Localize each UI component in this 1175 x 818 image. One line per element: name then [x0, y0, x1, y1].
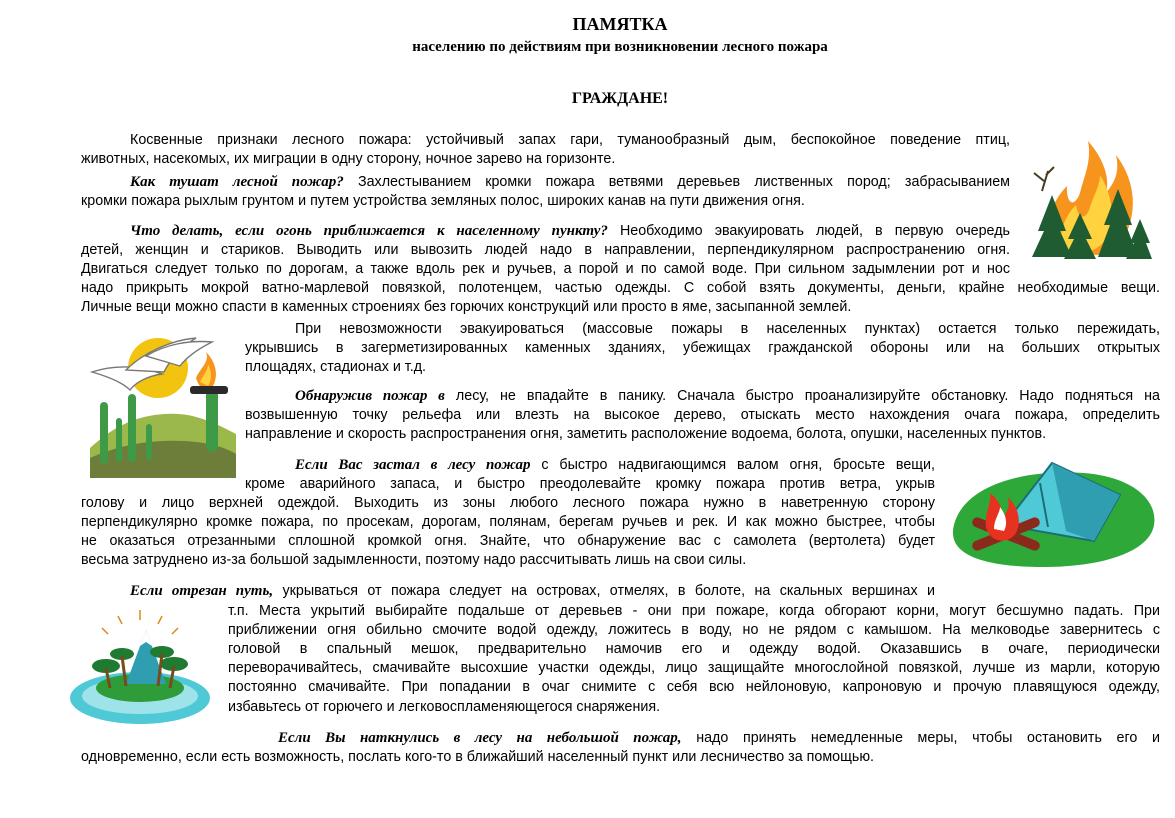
forest-fire-icon: [1022, 131, 1154, 263]
p6-line-4: перпендикулярно кромке пожара, по просекам, дорогам, полянам, берегам ручьев и рек. И как можно быстрее, чтобы: [81, 514, 935, 530]
p3-line-2: детей, женщин и стариков. Выводить или вывозить людей надо в направлении, перпендикулярном распространению огня.: [81, 242, 1010, 258]
p4-line-2: укрывшись в загерметизированных каменных зданиях, убежищах гражданской обороны или на больших открытых: [245, 340, 1160, 356]
p6-bold-lead: Если Вас застал в лесу пожар: [295, 457, 531, 473]
p6-line-3: голову и лицо верхней одеждой. Выходить из зоны любого лесного пожара нужно в наветренную сторону: [81, 495, 935, 511]
p3-line-1: Что делать, если огонь приближается к населенному пункту? Необходимо эвакуировать людей, в первую очередь: [130, 223, 1010, 239]
p7-line-3: приближении огня обильно смочите водой одежду, ложитесь в воду, но не рядом с камышом. На мелководье завернитесь с: [228, 622, 1160, 638]
p5-line-1: Обнаружив пожар в лесу, не впадайте в панику. Сначала быстро проанализируйте обстановку. Надо подняться на: [295, 388, 1160, 404]
p1-line-1: Косвенные признаки лесного пожара: устойчивый запах гари, туманообразный дым, беспокойное поведение птиц,: [130, 132, 1010, 148]
p8-line-2: одновременно, если есть возможность, послать кого-то в ближайший населенный пункт или лесничество за помощью.: [81, 749, 875, 765]
p5-line-3: направление и скорость распространения огня, заметить расположение водоема, болота, опушки, населенных пунктов.: [245, 426, 1047, 442]
p4-line-1: При невозможности эвакуироваться (массовые пожары в населенных пунктах) остается только пережидать,: [295, 321, 1160, 337]
document-title: ПАМЯТКА: [572, 14, 668, 34]
p1-line-2: животных, насекомых, их миграции в одну сторону, ночное зарево на горизонте.: [81, 151, 616, 167]
p8-line-1: Если Вы наткнулись в лесу на небольшой пожар, надо принять немедленные меры, чтобы остановить его и: [278, 730, 1160, 746]
p5-bold-lead: Обнаружив пожар в: [295, 388, 445, 404]
p7-line-4: головой в спальный мешок, предварительно намочив его и одежду водой. Оказавшись в очаге, периодически: [228, 641, 1160, 657]
p7-bold-lead: Если отрезан путь,: [130, 583, 274, 599]
p7-line-6: постоянно смачивайте. При попадании в очаг снимите с себя всю нейлоновую, капроновую и прочую плавящуюся одежду,: [228, 679, 1160, 695]
tent-campfire-icon: [944, 455, 1162, 575]
p3-bold-lead: Что делать, если огонь приближается к населенному пункту?: [130, 223, 608, 239]
appeal-heading: ГРАЖДАНЕ!: [571, 90, 669, 107]
p5-line-2: возвышенную точку рельефа или влезть на высокое дерево, отыскать место нахождения очага пожара, определить: [245, 407, 1160, 423]
p6-line-2: кроме аварийного запаса, и быстро преодолевайте кромку пожара против ветра, укрыв: [245, 476, 935, 492]
p7-line-7: избавьтесь от горючего и легковоспламеняющегося снаряжения.: [228, 699, 661, 715]
p2-line-1: Как тушат лесной пожар? Захлестыванием кромки пожара ветвями деревьев лиственных пород; забрасыванием: [130, 174, 1010, 190]
p6-line-6: весьма затруднено из-за большой задымленности, поэтому надо рассчитывать лишь на свои силы.: [81, 552, 747, 568]
p4-line-3: площадях, стадионах и т.д.: [245, 359, 427, 375]
p3-line-5: Личные вещи можно спасти в каменных строениях без горючих конструкций или просто в яме, засыпанной землей.: [81, 299, 852, 315]
p2-line-2: кромки пожара рыхлым грунтом и путем устройства земляных полос, широких канав на пути движения огня.: [81, 193, 805, 209]
p2-bold-lead: Как тушат лесной пожар?: [130, 174, 344, 190]
p6-line-5: не оказаться отрезанными сплошной кромкой огня. Знайте, что обнаружение вас с самолета (вертолета) будет: [81, 533, 935, 549]
p6-line-1: Если Вас застал в лесу пожар с быстро надвигающимся валом огня, бросьте вещи,: [295, 457, 935, 473]
p3-line-4: надо прикрыть мокрой ватно-марлевой повязкой, полотенцем, частью одежды. С собой взять документы, деньги, крайне необходимые вещи.: [81, 280, 1160, 296]
p7-line-5: переворачивайтесь, смачивайте высохшие участки одежды, лицо защищайте многослойной повязкой, лучше из марли, которую: [228, 660, 1160, 676]
p3-line-3: Двигаться следует только по дорогам, а также вдоль рек и ручьев, а порой и по самой воде. При сильном задымлении рот и нос: [81, 261, 1010, 277]
p8-bold-lead: Если Вы наткнулись в лесу на небольшой пожар,: [278, 730, 682, 746]
birds-fleeing-icon: [86, 330, 238, 478]
p7-line-2: т.п. Места укрытий выбирайте подальше от деревьев - они при пожаре, когда обгорают корни, могут бесшумно падать. При: [228, 603, 1160, 619]
document-subtitle: населению по действиям при возникновении лесного пожара: [412, 39, 828, 55]
island-icon: [66, 602, 214, 728]
p7-line-1: Если отрезан путь, укрываться от пожара следует на островах, отмелях, в болоте, на скальных вершинах и: [130, 583, 935, 599]
